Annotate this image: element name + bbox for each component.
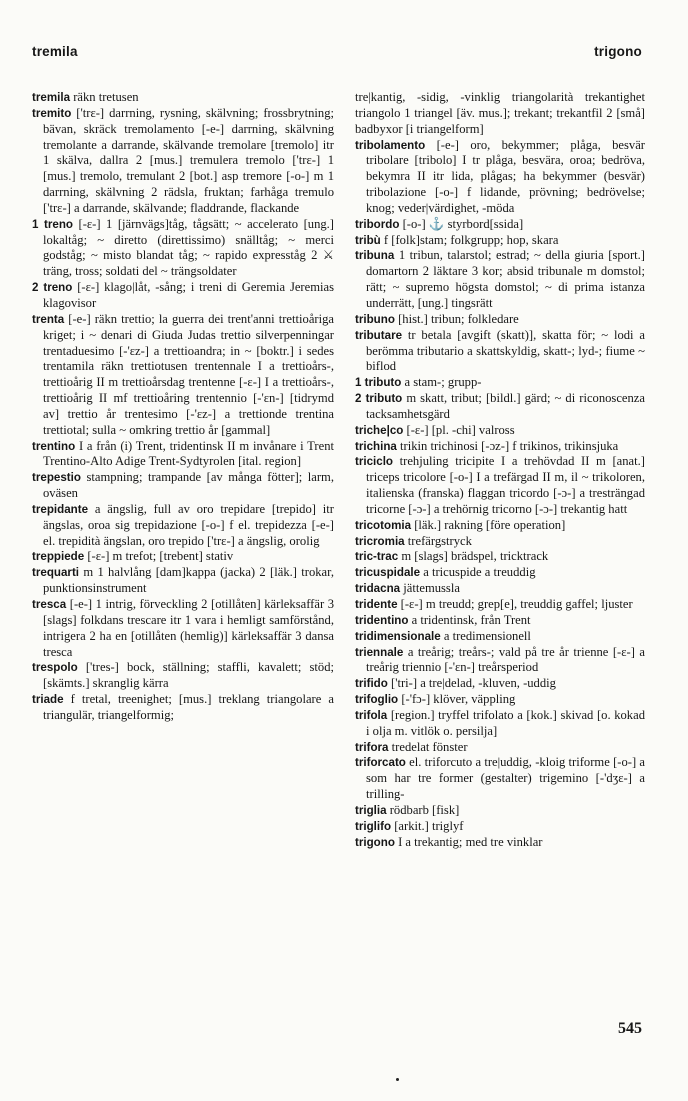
running-head-right: trigono — [594, 44, 642, 59]
headword: trigono — [355, 835, 395, 849]
headword: triennale — [355, 645, 404, 659]
dictionary-entry — [355, 518, 645, 534]
dictionary-entry — [32, 312, 334, 439]
dictionary-entry — [32, 439, 334, 471]
dictionary-entry — [355, 375, 645, 391]
dictionary-entry — [355, 439, 645, 455]
dictionary-entry — [355, 629, 645, 645]
entry-definition: m [slags] brädspel, tricktrack — [401, 549, 549, 564]
dictionary-entry — [355, 233, 645, 249]
headword: triforcato — [355, 756, 406, 770]
entry-definition: [-e-] räkn trettio; la guerra dei trent'anni trettioåriga kriget; i ~ denari di Giuda Judas trettio silverpenningar trentaduesimo [-'ɛz-] a trettioandra; in ~ [boktr.] i sedes trentamila räkn trettiotusen trentennale I a trettioårs-, trettioårig II m trettioårsdag trentenne [-ɛ-] I a trettioårs-, trettioårig II mf trettioåring trentennio [-'ɛn-] [tidrymd av] trettio år trentesimo [-'ɛz-] a trettionde trentina trettiotal; sulla ~ omkring trettio år [gammal] — [43, 311, 334, 437]
headword: 1 tributo — [355, 376, 402, 390]
dictionary-entry — [355, 138, 645, 217]
headword: trepestio — [32, 471, 81, 485]
headword: 2 tributo — [355, 392, 403, 406]
entry-definition: f tretal, treenighet; [mus.] treklang triangolare a triangulär, triangelformig; — [43, 692, 334, 722]
entry-definition: a treårig; treårs-; vald på tre år trienne [-ɛ-] a treårig triennio [-'ɛn-] treårsperiod — [366, 644, 645, 675]
headword: triade — [32, 693, 64, 707]
dictionary-entry — [355, 692, 645, 708]
entry-definition: m skatt, tribut; [bildl.] gärd; ~ di riconoscenza tacksamhetsgärd — [366, 391, 645, 421]
entry-definition: a ängslig, full av oro trepidare [trepido] itr ängslas, oroa sig trepidazione [-o-] f el. trepidezza [-e-] el. trepidità ängslan, oro trepido ['trɛ-] a ängslig, orolig — [43, 501, 334, 548]
headword: trifola — [355, 708, 388, 722]
headword: tributare — [355, 328, 403, 342]
entry-definition: f [folk]stam; folkgrupp; hop, skara — [383, 232, 559, 247]
headword: tridentino — [355, 613, 409, 627]
right-column — [355, 90, 645, 851]
headword: tremila — [32, 91, 71, 104]
headword: triglifo — [355, 819, 392, 833]
entry-definition: a tredimensionell — [443, 628, 531, 643]
dictionary-entry — [355, 90, 645, 138]
headword: trenta — [32, 312, 65, 326]
entry-definition: m 1 halvlång [dam]kappa (jacka) 2 [läk.] trokar, punktionsinstrument — [43, 565, 334, 596]
entry-definition: trehjuling tricipite I a trehövdad II m [anat.] triceps tricolore [-o-] I a trefärgad II m, il ~ trikoloren, italienska (franska) flaggan tricordo [-ɔ-] a tresträngad tricorne [-ɔ-] a trehörnig tricorno [-ɔ-] trekantig hatt — [366, 454, 645, 516]
page-number: 545 — [618, 1020, 642, 1037]
dictionary-entry — [355, 755, 645, 803]
dictionary-entry — [32, 470, 334, 502]
dictionary-entry — [32, 549, 334, 565]
entry-definition: [-ɛ-] m treudd; grep[e], treuddig gaffel; ljuster — [400, 597, 633, 611]
headword: trifido — [355, 677, 388, 691]
dictionary-entry — [355, 819, 645, 835]
entry-definition: [läk.] rakning [före operation] — [414, 517, 566, 532]
headword: trifoglio — [355, 693, 399, 707]
dictionary-entry — [355, 597, 645, 613]
dictionary-entry — [355, 835, 645, 851]
dictionary-entry — [355, 565, 645, 581]
headword: triglia — [355, 803, 387, 817]
headword: tric-trac — [355, 550, 399, 564]
entry-definition: tre|kantig, -sidig, -vinklig triangolarità trekantighet triangolo 1 triangel [äv. mus.]; trekant; trekantfil 2 [små] badbyxor [i triangelform] — [355, 90, 645, 136]
dictionary-entry — [32, 660, 334, 692]
dictionary-entry — [32, 502, 334, 550]
entry-definition: a stam-; grupp- — [404, 375, 482, 390]
entry-definition: [-ɛ-] klago|låt, -sång; i treni di Geremia Jeremias klagovisor — [43, 280, 335, 310]
dictionary-entry — [32, 565, 334, 597]
left-column — [32, 90, 334, 724]
entry-definition: [-e-] oro, bekymmer; plåga, besvär tribolare [tribolo] I tr plåga, besvära, oroa; bedröva, bekymra II itr lida, plågas; ha bekymmer (besvär) tribolazione [-o-] f lidande, prövning; bedrövelse; knog; veder|värdighet, -möda — [366, 137, 645, 215]
entry-definition: [-ɛ-] 1 [järnvägs]tåg, tågsätt; ~ accelerato [ung.] lokaltåg; ~ diretto (direttissimo) snälltåg; ~ merci godståg; ~ misto blandat tåg; ~ rapido expresståg 2 ⚔ träng, tross; soldati del ~ trängsoldater — [43, 216, 335, 279]
dictionary-entry — [32, 106, 334, 217]
headword: tribuno — [355, 312, 395, 326]
dictionary-entry — [355, 581, 645, 597]
entry-definition: [-e-] 1 intrig, förveckling 2 [otillåten] kärleksaffär 3 [slags] folkdans trescare itr 1 vara i hemligt samförstånd, intrigera 2 ha en [otillåten (hemlig)] kärleksaffär 3 dansa tresca — [43, 597, 334, 659]
headword: 1 treno — [32, 217, 73, 231]
headword: tridente — [355, 598, 398, 611]
dictionary-entry — [355, 740, 645, 756]
dictionary-entry — [355, 312, 645, 328]
entry-definition: jättemussla — [403, 581, 460, 596]
entry-definition: a tricuspide a treuddig — [423, 565, 536, 580]
dictionary-entry — [355, 423, 645, 439]
entry-definition: rödbarb [fisk] — [389, 802, 460, 817]
headword: tribordo — [355, 217, 400, 231]
dictionary-entry — [355, 328, 645, 376]
headword: tribuna — [355, 249, 395, 263]
entry-definition: tr betala [avgift (skatt)], skatta för; ~ lodi a berömma tributario a skattskyldig, skatt-; lyd-; fiume ~ biflod — [366, 327, 645, 374]
headword: tricotomia — [355, 518, 412, 532]
dictionary-entry — [355, 534, 645, 550]
entry-definition: trefärgstryck — [407, 533, 472, 548]
dictionary-entry — [355, 803, 645, 819]
entry-definition: [-ɛ-] [pl. -chi] valross — [406, 422, 515, 437]
headword: tresca — [32, 598, 67, 611]
headword: tribù — [355, 233, 381, 247]
dictionary-entry — [32, 597, 334, 660]
dictionary-entry — [355, 217, 645, 233]
dictionary-entry — [355, 549, 645, 565]
headword: 2 treno — [32, 281, 73, 295]
entry-definition: [arkit.] triglyf — [394, 818, 464, 833]
dictionary-entry — [355, 248, 645, 311]
entry-definition: tredelat fönster — [391, 739, 468, 754]
dictionary-entry — [32, 280, 334, 312]
headword: treppiede — [32, 550, 85, 564]
entry-definition: ['tri-] a tre|delad, -kluven, -uddig — [391, 676, 556, 691]
dictionary-entry — [355, 645, 645, 677]
entry-definition: trikin trichinosi [-ɔz-] f trikinos, trikinsjuka — [400, 438, 619, 453]
headword: trepidante — [32, 502, 89, 516]
entry-definition: el. triforcuto a tre|uddig, -kloig triforme [-o-] a som har tre former (gestalter) trigemino [-'dʒɛ-] a trilling- — [366, 755, 645, 802]
headword: tribolamento — [355, 138, 426, 152]
headword: tridacna — [355, 582, 401, 596]
dictionary-entry — [355, 708, 645, 740]
headword: trichina — [355, 439, 397, 453]
entry-definition: ['trɛ-] darrning, rysning, skälvning; frossbrytning; bävan, skräck tremolamento [-e-] darrning, skälvning tremolante a darrande, skälvande tremolare [tremolo] itr 1 skälva, dallra 2 [mus.] tremulera tremolo ['trɛ-] 1 [mus.] tremolo, tremulant 2 [bot.] asp tremore [-o-] m 1 darrning, skälvning 2 rädsla, fruktan; farhåga tremulo ['trɛ-] a darrande, skälvande; fladdrande, flackande — [43, 105, 334, 215]
dictionary-entry — [355, 676, 645, 692]
headword: triche|co — [355, 423, 404, 437]
dictionary-entry — [355, 391, 645, 423]
headword: trentino — [32, 439, 76, 453]
running-head-left: tremila — [32, 44, 78, 59]
dictionary-entry — [32, 90, 334, 106]
entry-definition: [hist.] tribun; folkledare — [398, 311, 519, 326]
print-mark — [396, 1078, 399, 1081]
entry-definition: [-ɛ-] m trefot; [trebent] stativ — [87, 549, 234, 564]
entry-definition: stampning; trampande [av många fötter]; larm, oväsen — [43, 470, 334, 501]
entry-definition: I a från (i) Trent, tridentinsk II m invånare i Trent Trentino-Alto Adige Trent-Sydtyrolen [ital. region] — [43, 438, 334, 469]
headword: trequarti — [32, 566, 80, 580]
dictionary-entry — [32, 692, 334, 724]
headword: trespolo — [32, 661, 78, 675]
entry-definition: [-'fɔ-] klöver, väppling — [401, 692, 516, 707]
dictionary-entry — [355, 613, 645, 629]
headword: tricromia — [355, 534, 405, 548]
dictionary-entry — [355, 454, 645, 517]
headword: tridimensionale — [355, 629, 441, 643]
entry-definition: [region.] tryffel trifolato a [kok.] skivad [o. kokad i olja m. vitlök o. persilja] — [366, 707, 645, 738]
entry-definition: räkn tretusen — [73, 90, 139, 104]
entry-definition: 1 tribun, talarstol; estrad; ~ della giuria [sport.] domartorn 2 läktare 3 kor; absid tribunale m domstol; rätt; ~ supremo högsta domstol; ~ di prima istanza underrätt, [ung.] tingsrätt — [366, 248, 645, 310]
headword: triciclo — [355, 455, 394, 469]
entry-definition: ['tres-] bock, ställning; staffli, kavalett; stöd; [skämts.] skranglig kärra — [43, 660, 334, 691]
headword: tricuspidale — [355, 566, 421, 580]
dictionary-entry — [32, 217, 334, 280]
entry-definition: a tridentinsk, från Trent — [411, 612, 531, 627]
headword: trifora — [355, 740, 389, 754]
entry-definition: [-o-] ⚓ styrbord[ssida] — [402, 216, 524, 231]
headword: tremito — [32, 106, 72, 120]
entry-definition: I a trekantig; med tre vinklar — [398, 834, 543, 849]
